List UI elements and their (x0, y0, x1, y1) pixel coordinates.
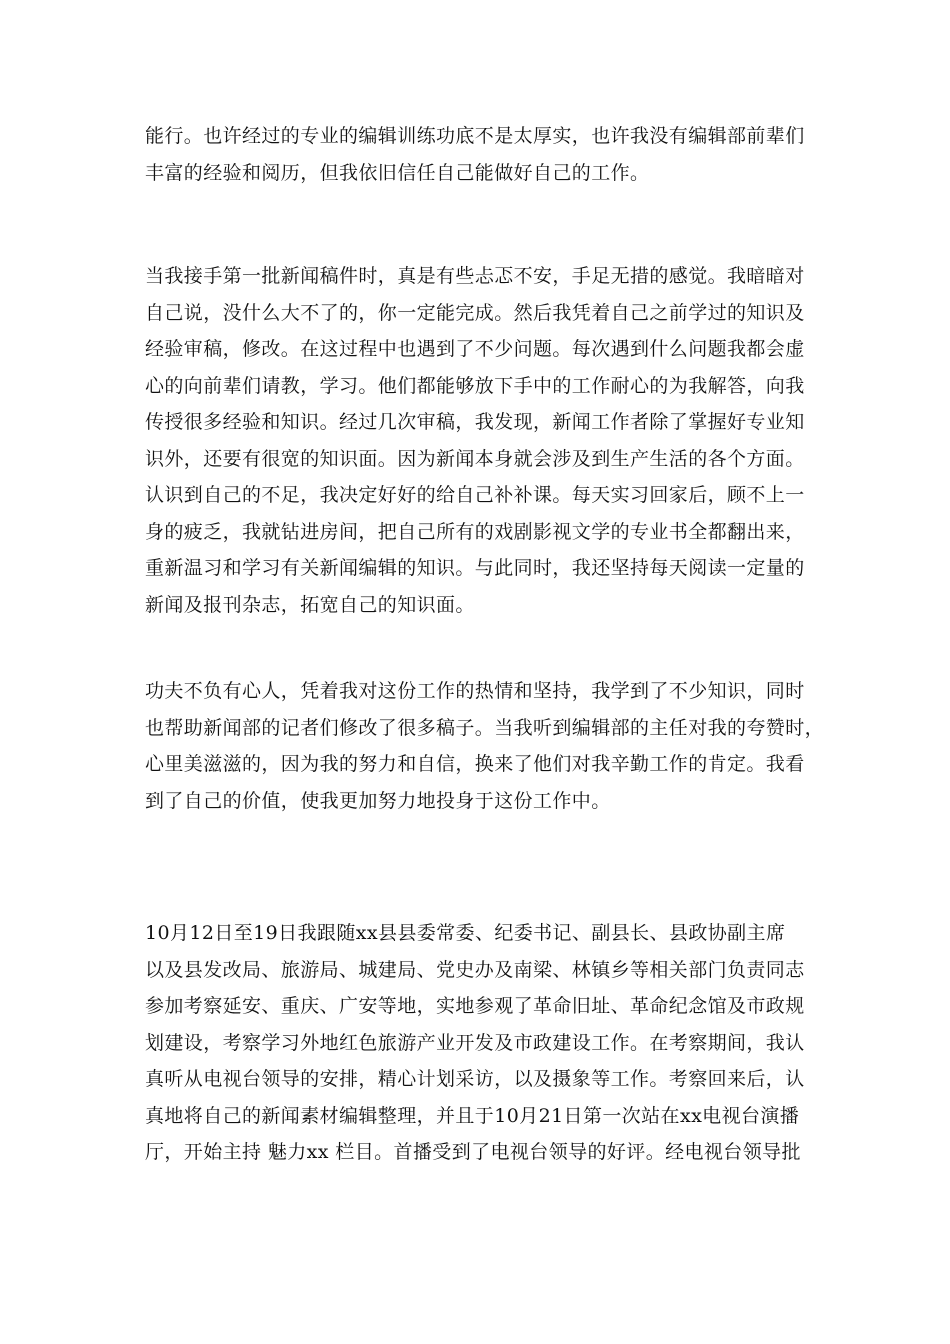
text-line: 心里美滋滋的，因为我的努力和自信，换来了他们对我辛勤工作的肯定。我看 (145, 753, 805, 775)
text-line: 自己说，没什么大不了的，你一定能完成。然后我凭着自己之前学过的知识及 (145, 301, 805, 324)
text-line: 传授很多经验和知识。经过几次审稿，我发现，新闻工作者除了掌握好专业知 (145, 411, 805, 433)
text-line: 真地将自己的新闻素材编辑整理，并且于10月21日第一次站在xx电视台演播 (145, 1104, 800, 1127)
text-line: 参加考察延安、重庆、广安等地，实地参观了革命旧址、革命纪念馆及市政规 (145, 995, 805, 1017)
text-line: 认识到自己的不足，我决定好好的给自己补补课。每天实习回家后，顾不上一 (145, 484, 805, 506)
text-line: 也帮助新闻部的记者们修改了很多稿子。当我听到编辑部的主任对我的夸赞时， (145, 716, 825, 739)
text-line: 10月12日至19日我跟随xx县县委常委、纪委书记、副县长、县政协副主席 (145, 922, 786, 944)
paragraph-1 (145, 118, 805, 191)
text-line: 新闻及报刊杂志，拓宽自己的知识面。 (145, 593, 475, 616)
text-line: 以及县发改局、旅游局、城建局、党史办及南梁、林镇乡等相关部门负责同志 (145, 958, 805, 981)
text-line: 识外，还要有很宽的知识面。因为新闻本身就会涉及到生产生活的各个方面。 (145, 447, 805, 470)
text-line: 经验审稿，修改。在这过程中也遇到了不少问题。每次遇到什么问题我都会虚 (145, 338, 805, 360)
paragraph-2 (145, 258, 805, 623)
paragraph-3 (145, 673, 825, 819)
paragraph-4 (145, 915, 805, 1171)
text-line: 厅，开始主持 魅力xx 栏目。首播受到了电视台领导的好评。经电视台领导批 (145, 1141, 801, 1163)
text-line: 能行。也许经过的专业的编辑训练功底不是太厚实，也许我没有编辑部前辈们 (145, 125, 805, 147)
text-line: 丰富的经验和阅历，但我依旧信任自己能做好自己的工作。 (145, 161, 650, 184)
text-line: 身的疲乏，我就钻进房间，把自己所有的戏剧影视文学的专业书全都翻出来， (145, 520, 805, 543)
text-line: 心的向前辈们请教，学习。他们都能够放下手中的工作耐心的为我解答，向我 (145, 374, 805, 397)
text-line: 功夫不负有心人，凭着我对这份工作的热情和坚持，我学到了不少知识，同时 (145, 680, 805, 702)
text-line: 真听从电视台领导的安排，精心计划采访，以及摄象等工作。考察回来后，认 (145, 1068, 805, 1090)
text-line: 到了自己的价值，使我更加努力地投身于这份工作中。 (145, 789, 611, 812)
text-line: 当我接手第一批新闻稿件时，真是有些忐忑不安，手足无措的感觉。我暗暗对 (145, 265, 805, 287)
text-line: 划建设，考察学习外地红色旅游产业开发及市政建设工作。在考察期间，我认 (145, 1031, 805, 1054)
text-line: 重新温习和学习有关新闻编辑的知识。与此同时，我还坚持每天阅读一定量的 (145, 557, 805, 579)
